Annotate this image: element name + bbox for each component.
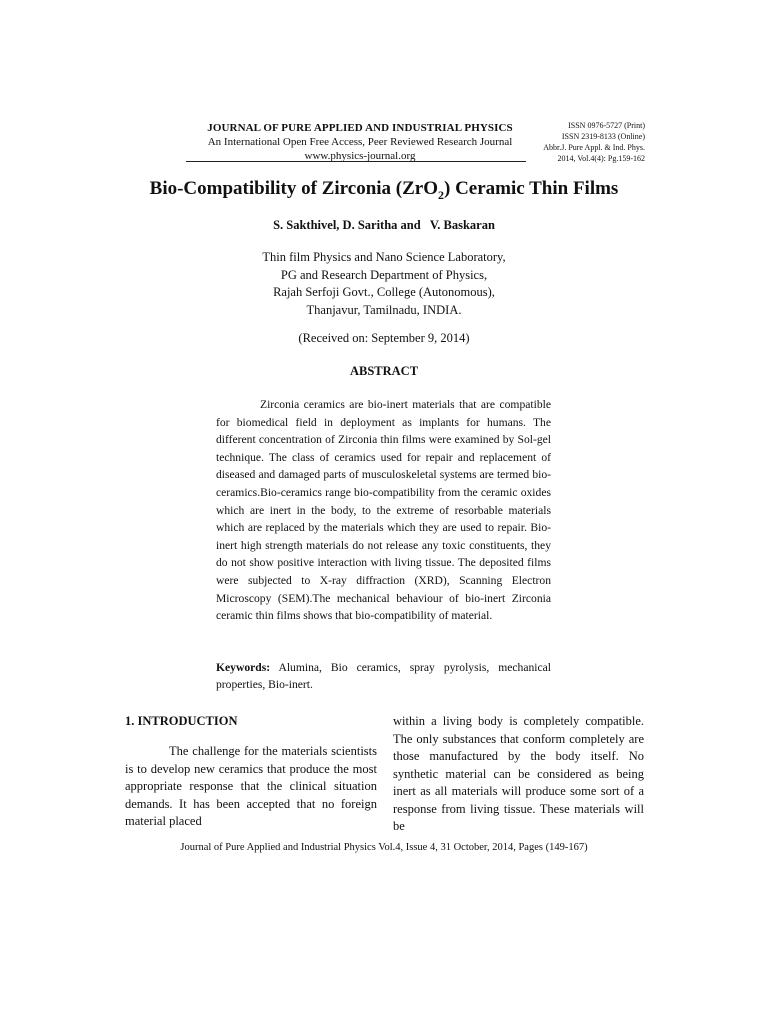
intro-paragraph: The challenge for the materials scientists is to develop new ceramics that produce the most appropriate response that the clinical situation demands. It has been accepted that no foreign material placed (125, 744, 377, 828)
journal-identifiers (527, 120, 645, 164)
volume-reference: 2014, Vol.4(4): Pg.159-162 (557, 154, 645, 163)
section-heading: 1. INTRODUCTION (125, 714, 238, 728)
body-column-left (125, 713, 377, 831)
keywords-list: Alumina, Bio ceramics, spray pyrolysis, mechanical properties, Bio-inert. (216, 661, 551, 691)
abstract-text: Zirconia ceramics are bio-inert materials that are compatible for biomedical field in deployment as implants for humans. The different concentration of Zirconia thin films were examined by Sol-gel technique. The class of ceramics used for repair and replacement of diseased and damaged parts of musculoskeletal systems are termed bio- ceramics.Bio-ceramics range bio-compatibility from the ceramic oxides which are inert in the body, to the extreme of resorbable materials which are replaced by the materials which they are used to repair. Bio-inert high strength materials do not release any toxic constituents, they do not show positive interaction with living tissue. The deposited films were subjected to X-ray diffraction (XRD), Scanning Electron Microscopy (SEM).The mechanical behaviour of bio-inert Zirconia ceramic thin films shows that bio-compatibility of material. (216, 398, 551, 623)
journal-header (190, 121, 530, 163)
title-subscript: 2 (438, 187, 444, 202)
journal-abbreviation: Abbr.J. Pure Appl. & Ind. Phys. (543, 143, 645, 152)
title-part-1: Bio-Compatibility of Zirconia (ZrO (149, 178, 438, 199)
article-title (100, 178, 668, 203)
intro-paragraph-continued: within a living body is completely compatible. The only substances that conform completely are those manufactured by the body itself. No synthetic material can be considered as being inert as all materials will produce some sort of a response from living tissue. These materials will be (393, 714, 644, 833)
title-part-2: ) Ceramic Thin Films (444, 178, 619, 199)
journal-subtitle: An International Open Free Access, Peer Reviewed Research Journal (207, 136, 513, 148)
affiliation-line: PG and Research Department of Physics, (280, 267, 488, 282)
received-date: (Received on: September 9, 2014) (298, 331, 470, 345)
affiliation-line: Thin film Physics and Nano Science Laboratory, (262, 250, 506, 264)
issn-print: ISSN 0976-5727 (Print) (568, 121, 645, 130)
header-divider (186, 161, 526, 162)
page-footer: Journal of Pure Applied and Industrial Physics Vol.4, Issue 4, 31 October, 2014, Pages (149-167) (180, 842, 588, 853)
authors: S. Sakthivel, D. Saritha and V. Baskaran (273, 218, 495, 232)
journal-website[interactable]: www.physics-journal.org (304, 150, 416, 162)
affiliation-line: Rajah Serfoji Govt., College (Autonomous), (273, 285, 495, 300)
journal-name: JOURNAL OF PURE APPLIED AND INDUSTRIAL PHYSICS (207, 122, 513, 134)
body-column-right (393, 713, 644, 836)
abstract-body (216, 396, 551, 625)
abstract-heading: ABSTRACT (349, 364, 419, 378)
issn-online: ISSN 2319-8133 (Online) (561, 132, 645, 141)
keywords-label: Keywords: (216, 661, 271, 674)
affiliation (200, 249, 568, 319)
keywords (216, 659, 551, 693)
affiliation-line: Thanjavur, Tamilnadu, INDIA. (306, 302, 462, 317)
